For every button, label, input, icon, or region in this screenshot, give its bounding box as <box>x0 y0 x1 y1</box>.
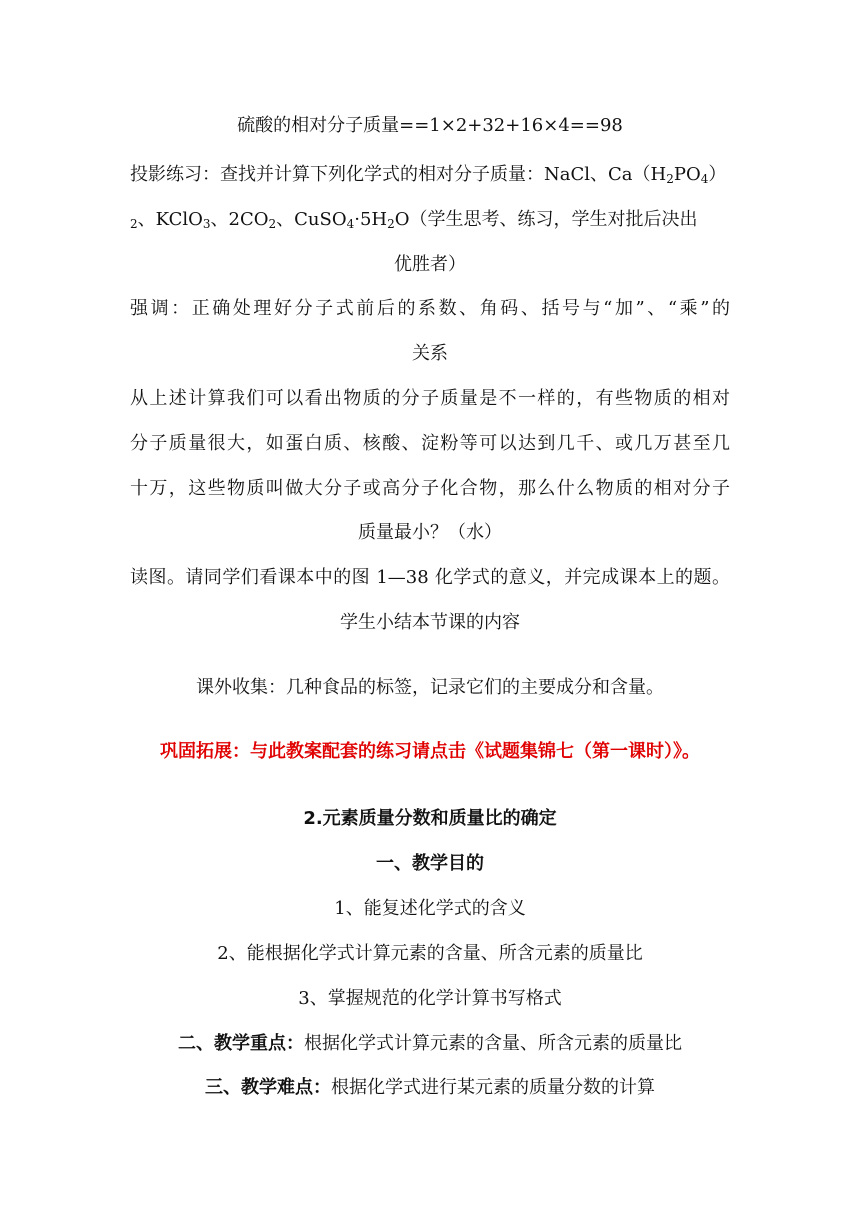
section-title: 2.元素质量分数和质量比的确定 <box>303 808 557 829</box>
key-point-text: 根据化学式计算元素的含量、所含元素的质量比 <box>304 1033 682 1054</box>
heading-objectives: 一、教学目的 <box>376 853 484 874</box>
objective-2: 2、能根据化学式计算元素的含量、所含元素的质量比 <box>217 943 643 964</box>
exercise-line-2 <box>130 209 730 231</box>
sulfuric-acid-calc: 硫酸的相对分子质量==1×2+32+16×4==98 <box>237 115 623 136</box>
subscript: 2 <box>130 217 138 231</box>
emphasis-line-1: 强调：正确处理好分子式前后的系数、角码、括号与“加”、“乘”的 <box>130 298 730 319</box>
text-span: 、CuSO <box>276 209 347 230</box>
text-span: 投影练习：查找并计算下列化学式的相对分子质量：NaCl、Ca（H <box>130 164 667 185</box>
subscript: 2 <box>268 217 277 231</box>
objective-3: 3、掌握规范的化学计算书写格式 <box>298 988 562 1009</box>
key-point-label: 二、教学重点： <box>178 1033 304 1054</box>
key-point-line <box>130 1033 730 1055</box>
subscript: 2 <box>387 217 395 231</box>
read-figure-line: 读图。请同学们看课本中的图 1—38 化学式的意义，并完成课本上的题。 <box>130 567 730 588</box>
text-span: 、2CO <box>210 209 269 230</box>
paragraph-line-1: 从上述计算我们可以看出物质的分子质量是不一样的，有些物质的相对 <box>130 388 730 409</box>
subscript: 4 <box>700 172 709 186</box>
summary-line: 学生小结本节课的内容 <box>340 612 520 633</box>
text-span: ·5H <box>354 209 388 230</box>
extension-link[interactable]: 巩固拓展：与此教案配套的练习请点击《试题集锦七（第一课时）》。 <box>160 741 700 762</box>
text-span: 、KClO <box>137 209 203 230</box>
difficulty-line <box>130 1077 730 1099</box>
subscript: 3 <box>202 217 211 231</box>
exercise-line-1 <box>130 164 730 186</box>
objective-1: 1、能复述化学式的含义 <box>334 898 526 919</box>
subscript: 2 <box>666 172 674 186</box>
difficulty-text: 根据化学式进行某元素的质量分数的计算 <box>331 1077 655 1098</box>
homework-line: 课外收集：几种食品的标签，记录它们的主要成分和含量。 <box>196 677 664 698</box>
subscript: 4 <box>346 217 355 231</box>
text-span: O（学生思考、练习，学生对批后决出 <box>394 209 698 230</box>
text-span: PO <box>673 164 701 185</box>
paragraph-line-2: 分子质量很大，如蛋白质、核酸、淀粉等可以达到几千、或几万甚至几 <box>130 433 730 454</box>
emphasis-line-2: 关系 <box>412 343 448 364</box>
paragraph-line-4: 质量最小？（水） <box>358 522 502 543</box>
paragraph-line-3: 十万，这些物质叫做大分子或高分子化合物，那么什么物质的相对分子 <box>130 478 730 499</box>
difficulty-label: 三、教学难点： <box>205 1077 331 1098</box>
text-span: ） <box>708 164 727 185</box>
exercise-line-3: 优胜者） <box>394 254 466 275</box>
